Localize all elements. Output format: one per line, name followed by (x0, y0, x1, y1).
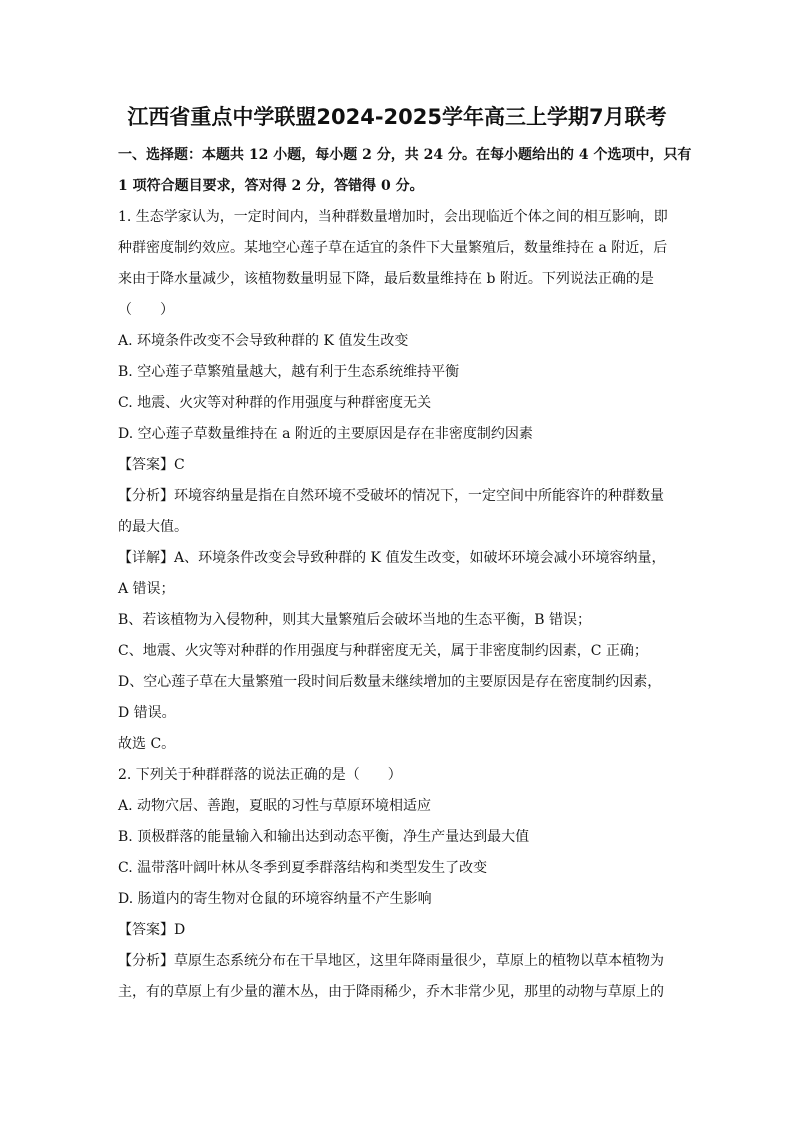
question-stem-line: 1. 生态学家认为，一定时间内，当种群数量增加时，会出现临近个体之间的相互影响，即 (118, 209, 668, 225)
detail-line: 故选 C。 (118, 736, 176, 752)
option-b: B. 空心莲子草繁殖量越大，越有利于生态系统维持平衡 (118, 364, 460, 380)
question-stem-line: 种群密度制约效应。某地空心莲子草在适宜的条件下大量繁殖后，数量维持在 a 附近，后 (118, 240, 668, 256)
analysis-line: 的最大值。 (118, 519, 188, 535)
option-b: B. 顶极群落的能量输入和输出达到动态平衡，净生产量达到最大值 (118, 829, 530, 845)
detail-line: C、地震、火灾等对种群的作用强度与种群密度无关，属于非密度制约因素，C 正确； (118, 643, 648, 659)
option-a: A. 环境条件改变不会导致种群的 K 值发生改变 (118, 333, 409, 349)
detail-line: 【详解】A、环境条件改变会导致种群的 K 值发生改变，如破坏环境会减小环境容纳量， (118, 550, 666, 566)
question-stem-line: 来由于降水量减少，该植物数量明显下降，最后数量维持在 b 附近。下列说法正确的是 (118, 271, 654, 287)
analysis-line: 主，有的草原上有少量的灌木丛，由于降雨稀少，乔木非常少见，那里的动物与草原上的 (118, 984, 664, 1000)
answer: 【答案】D (118, 922, 186, 938)
analysis-line: 【分析】草原生态系统分布在干旱地区，这里年降雨量很少，草原上的植物以草本植物为 (118, 953, 664, 969)
detail-line: D、空心莲子草在大量繁殖一段时间后数量未继续增加的主要原因是存在密度制约因素， (118, 674, 662, 690)
question-stem-line: （ ） (118, 302, 174, 318)
detail-line: D 错误。 (118, 705, 176, 721)
option-d: D. 肠道内的寄生物对仓鼠的环境容纳量不产生影响 (118, 891, 432, 907)
section-header-line-1: 一、选择题：本题共 12 小题，每小题 2 分，共 24 分。在每小题给出的 4 个选项中，只有 (118, 147, 692, 163)
option-c: C. 地震、火灾等对种群的作用强度与种群密度无关 (118, 395, 432, 411)
section-header-line-2: 1 项符合题目要求，答对得 2 分，答错得 0 分。 (118, 178, 424, 194)
option-a: A. 动物穴居、善跑，夏眠的习性与草原环境相适应 (118, 798, 432, 814)
page-title: 江西省重点中学联盟2024-2025学年高三上学期7月联考 (127, 105, 667, 129)
option-c: C. 温带落叶阔叶林从冬季到夏季群落结构和类型发生了改变 (118, 860, 488, 876)
answer: 【答案】C (118, 457, 185, 473)
question-stem-line: 2. 下列关于种群群落的说法正确的是（ ） (118, 767, 402, 783)
question-1 (118, 202, 676, 760)
detail-line: B、若该植物为入侵物种，则其大量繁殖后会破坏当地的生态平衡，B 错误； (118, 612, 592, 628)
detail-line: A 错误； (118, 581, 175, 597)
question-2 (118, 760, 676, 1008)
option-d: D. 空心莲子草数量维持在 a 附近的主要原因是存在非密度制约因素 (118, 426, 533, 442)
analysis-line: 【分析】环境容纳量是指在自然环境不受破坏的情况下，一定空间中所能容许的种群数量 (118, 488, 664, 504)
